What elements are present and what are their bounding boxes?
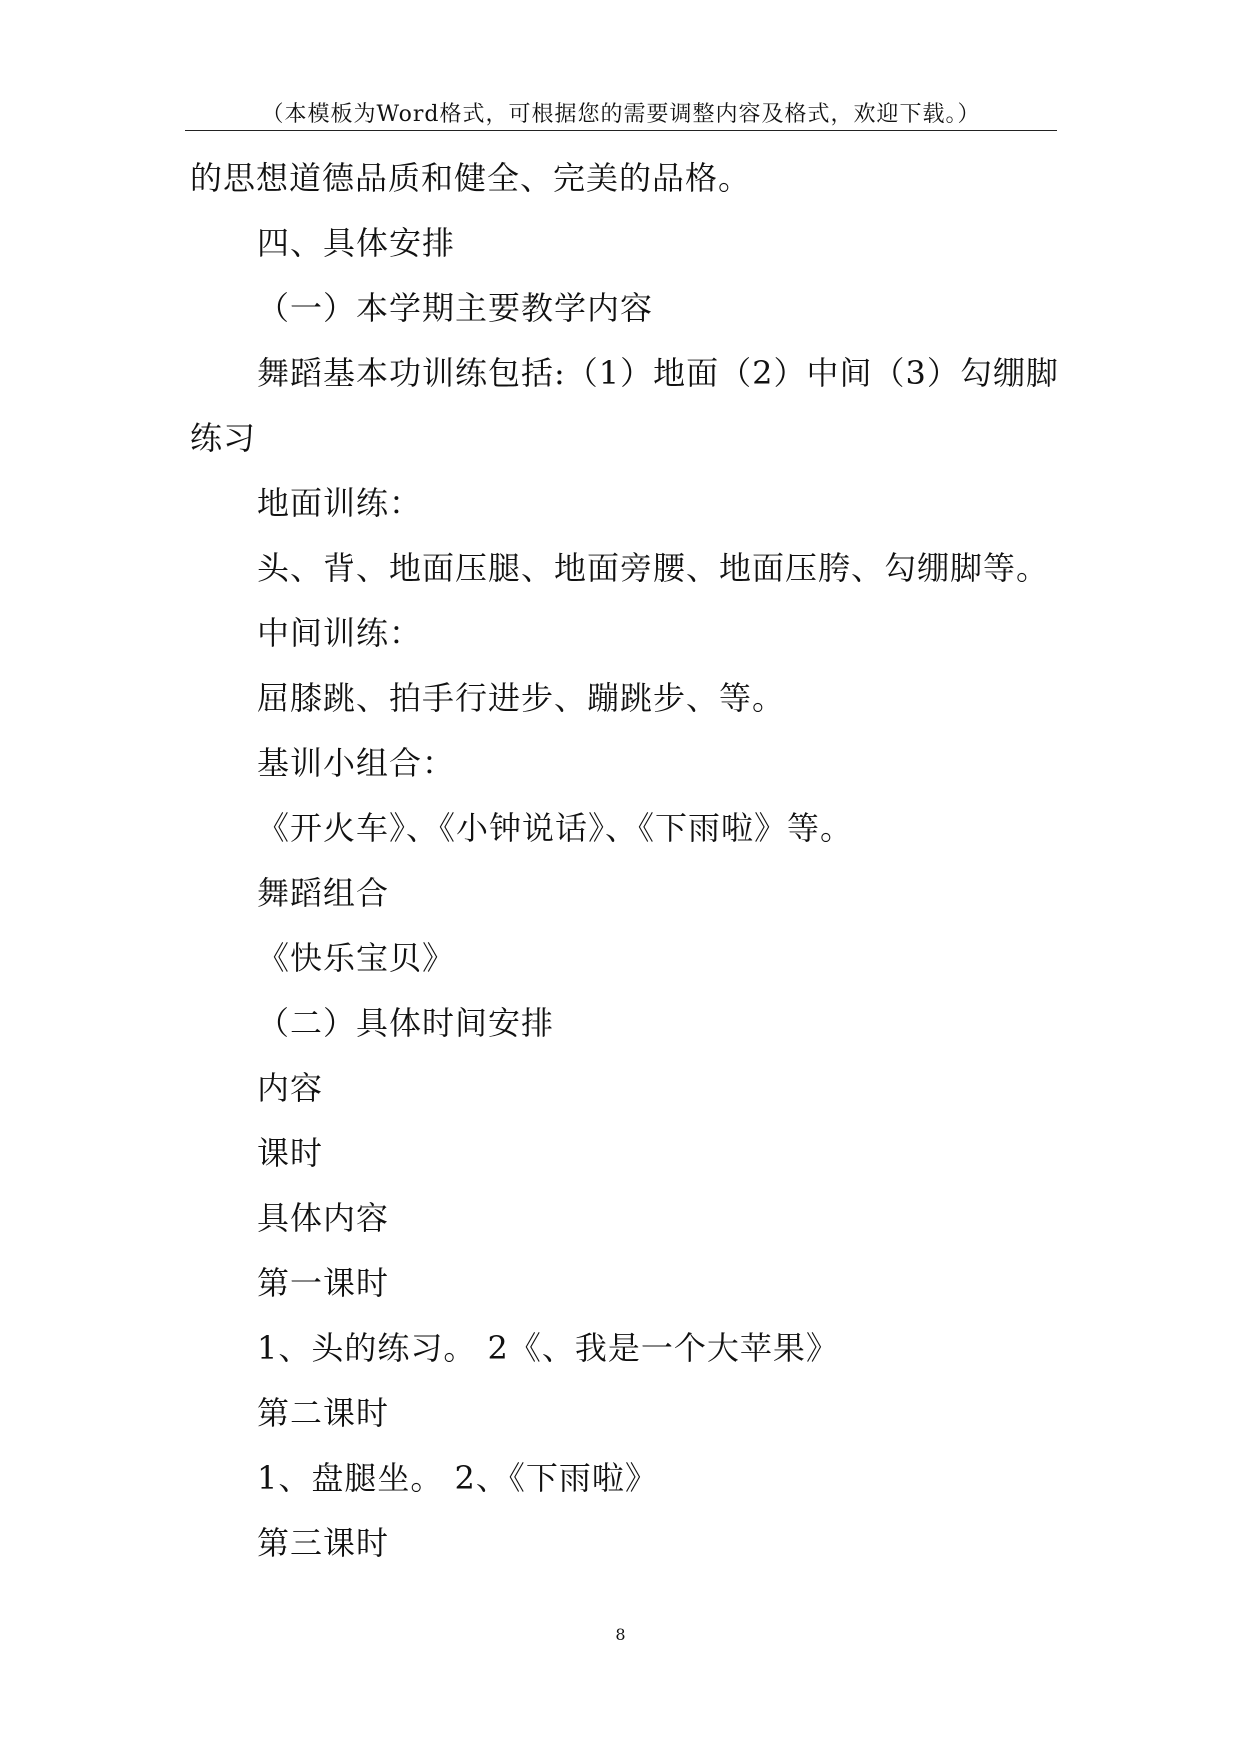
paragraph-line: 练习 (190, 419, 257, 457)
paragraph-line: 第二课时 (257, 1394, 390, 1432)
paragraph-line: 基训小组合： (257, 744, 456, 782)
paragraph-line: 头、背、地面压腿、地面旁腰、地面压胯、勾绷脚等。 (257, 549, 1050, 587)
paragraph-line: 1、头的练习。 2《、我是一个大苹果》 (257, 1329, 839, 1367)
paragraph-line: 1、盘腿坐。 2、《下雨啦》 (257, 1459, 658, 1497)
paragraph-line: 中间训练： (257, 614, 423, 652)
paragraph-line: 具体内容 (257, 1199, 390, 1237)
section-heading: 四、具体安排 (257, 224, 456, 262)
page-number: 8 (615, 1625, 626, 1644)
paragraph-line: 地面训练： (257, 484, 423, 522)
subsection-heading: （二）具体时间安排 (257, 1004, 555, 1042)
paragraph-line: 第一课时 (257, 1264, 390, 1302)
paragraph-line: 的思想道德品质和健全、完美的品格。 (190, 159, 752, 197)
paragraph-line: 《快乐宝贝》 (257, 939, 456, 977)
header-note: （本模板为Word格式，可根据您的需要调整内容及格式，欢迎下载。） (261, 102, 981, 127)
paragraph-line: 舞蹈基本功训练包括:（1）地面（2）中间（3）勾绷脚 (257, 354, 1059, 392)
paragraph-line: 舞蹈组合 (257, 874, 390, 912)
paragraph-line: 内容 (257, 1069, 324, 1107)
header-divider (185, 130, 1057, 131)
paragraph-line: 屈膝跳、拍手行进步、蹦跳步、等。 (257, 679, 786, 717)
document-body (190, 155, 1080, 1585)
paragraph-line: 第三课时 (257, 1524, 390, 1562)
paragraph-line: 课时 (257, 1134, 324, 1172)
paragraph-line: 《开火车》、《小钟说话》、《下雨啦》等。 (257, 809, 854, 847)
subsection-heading: （一）本学期主要教学内容 (257, 289, 654, 327)
